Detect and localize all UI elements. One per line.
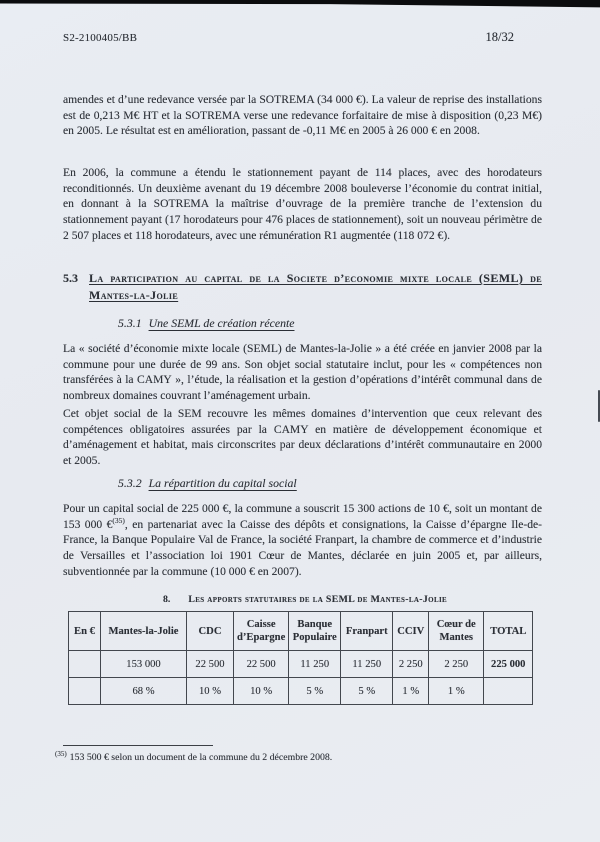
scan-edge-artifact bbox=[0, 0, 600, 8]
table-cell: 5 % bbox=[289, 678, 341, 705]
subsection-number: 5.3.1 bbox=[118, 316, 142, 330]
paragraph-objet-social: Cet objet social de la SEM recouvre les mêmes domaines d’intervention que ceux relevant des compétences obligatoires assurées par la CAMY en matière de développement économique et d’aménagement et habitat, mais circonscrites par deux déclarations d’intérêt communautaire en 2000 et 2005. bbox=[63, 407, 542, 468]
table-cell: 5 % bbox=[341, 678, 393, 705]
subsection-heading-5-3-1 bbox=[118, 316, 294, 331]
footnote-marker: (35) bbox=[55, 749, 67, 758]
subsection-title: Une SEML de création récente bbox=[148, 316, 295, 330]
table-cell bbox=[484, 678, 533, 705]
subsection-heading-5-3-2 bbox=[118, 476, 297, 491]
table-caption bbox=[163, 594, 447, 605]
table-cell: 11 250 bbox=[341, 651, 393, 678]
column-header: Mantes-la-Jolie bbox=[101, 612, 187, 651]
table-caption-number: 8. bbox=[163, 594, 171, 605]
table-cell: 2 250 bbox=[393, 651, 429, 678]
footnote-35 bbox=[55, 751, 475, 764]
page-number: 18/32 bbox=[485, 30, 514, 44]
paragraph-capital-social bbox=[63, 501, 542, 580]
table-cell: 10 % bbox=[187, 678, 234, 705]
page-header bbox=[63, 30, 542, 45]
column-header: Franpart bbox=[341, 612, 393, 651]
column-header: CCIV bbox=[393, 612, 429, 651]
section-number: 5.3 bbox=[63, 271, 78, 285]
table-cell: 1 % bbox=[393, 678, 429, 705]
column-header: Caisse d’Epargne bbox=[234, 612, 289, 651]
subsection-title: La répartition du capital social bbox=[148, 476, 297, 490]
table-row-percentages bbox=[69, 678, 533, 705]
table-cell: 1 % bbox=[429, 678, 484, 705]
paragraph-stationnement-2006: En 2006, la commune a étendu le stationnement payant de 114 places, avec des horodateurs reconditionnés. Un deuxième avenant du 19 décembre 2008 bouleverse l’économie du contrat initial, en donnant à la SOTREMA la maîtrise d’ouvrage de la première tranche de l’extension du stationnement payant (17 horodateurs pour 476 places de stationnement), soit un nouveau périmètre de 2 507 places et 118 horodateurs, avec une rémunération R1 augmentée (118 072 €). bbox=[63, 166, 542, 242]
table-cell: 11 250 bbox=[289, 651, 341, 678]
paragraph-sotrema-redevance: amendes et d’une redevance versée par la SOTREMA (34 000 €). La valeur de reprise des installations est de 0,213 M€ HT et la SOTREMA verse une redevance forfaitaire de mise à disposition (0,23 M€) en 2005. Le résultat est en amélioration, passant de -0,11 M€ en 2005 à 26 000 € en 2008. bbox=[63, 93, 542, 138]
table-cell bbox=[69, 678, 101, 705]
column-header: TOTAL bbox=[484, 612, 533, 651]
column-header: Cœur de Mantes bbox=[429, 612, 484, 651]
section-title: La participation au capital de la Societe d’economie mixte locale (SEML) de Mantes-la-Jolie bbox=[89, 271, 542, 302]
apports-statutaires-table bbox=[68, 611, 533, 705]
table-cell: 2 250 bbox=[429, 651, 484, 678]
footnote-reference-35: (35) bbox=[112, 515, 125, 525]
paragraph-text: Pour un capital social de 225 000 €, la commune a souscrit 15 300 actions de 10 €, soit un montant de 153 000 € bbox=[63, 502, 542, 531]
table-cell: 22 500 bbox=[187, 651, 234, 678]
document-reference: S2-2100405/BB bbox=[63, 32, 138, 44]
table-cell: 68 % bbox=[101, 678, 187, 705]
table-cell: 153 000 bbox=[101, 651, 187, 678]
table-header-row bbox=[69, 612, 533, 651]
table-cell bbox=[69, 651, 101, 678]
footnote-text: 153 500 € selon un document de la commune du 2 décembre 2008. bbox=[69, 752, 333, 763]
section-heading-5-3 bbox=[63, 270, 542, 303]
subsection-number: 5.3.2 bbox=[118, 476, 142, 490]
table-cell-total: 225 000 bbox=[484, 651, 533, 678]
column-header: En € bbox=[69, 612, 101, 651]
table-cell: 22 500 bbox=[234, 651, 289, 678]
column-header: CDC bbox=[187, 612, 234, 651]
table-cell: 10 % bbox=[234, 678, 289, 705]
column-header: Banque Populaire bbox=[289, 612, 341, 651]
footnote-separator bbox=[63, 745, 213, 746]
table-caption-text: Les apports statutaires de la SEML de Mantes-la-Jolie bbox=[188, 594, 448, 605]
table-row-amounts bbox=[69, 651, 533, 678]
paragraph-text: , en partenariat avec la Caisse des dépôts et consignations, la Caisse d’épargne Ile-de-France, la Banque Populaire Val de France, la société Franpart, la chambre de commerce et d’industrie de Versailles et l’association loi 1901 Cœur de Mantes, déclarée en juin 2005 et, par ailleurs, subventionnée par la commune (10 000 € en 2007). bbox=[63, 517, 543, 578]
paragraph-seml-creation: La « société d’économie mixte locale (SEML) de Mantes-la-Jolie » a été créée en janvier 2008 par la commune pour une durée de 99 ans. Son objet social statutaire inclut, pour les « compétences non transférées à la CAMY », l’étude, la réalisation et la gestion d’opérations d’intérêt communal dans de nombreux domaines couvrant l’aménagement urbain. bbox=[63, 342, 542, 403]
